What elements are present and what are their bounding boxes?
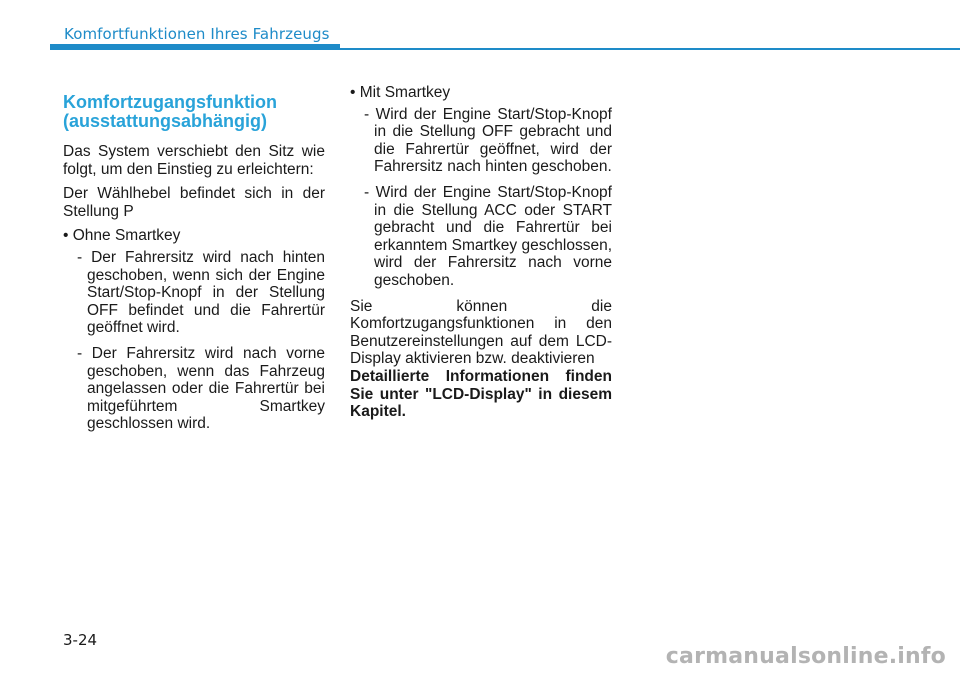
list-item: - Der Fahrersitz wird nach hinten geschoben, wenn sich der Engine Start/Stop-Knopf in der Stellung OFF befindet und die Fahrertür geöffnet wird. [77,248,325,337]
intro-paragraph: Das System verschiebt den Sitz wie folgt, um den Einstieg zu erleichtern: [63,143,325,178]
right-column [350,84,612,428]
settings-note-reference: Detaillierte Informationen finden Sie unter "LCD-Display" in diesem Kapitel. [350,367,612,421]
bullet-without-smartkey: • Ohne Smartkey [63,227,181,245]
header-rule-thick [50,44,340,50]
condition-paragraph: Der Wählhebel befindet sich in der Stellung P [63,185,325,220]
bullet-with-smartkey: • Mit Smartkey [350,84,451,101]
list-item: - Der Fahrersitz wird nach vorne geschoben, wenn das Fahrzeug angelassen oder die Fahrertür bei mitgeführtem Smartkey geschlossen wird. [77,344,325,433]
settings-note: Sie können die Komfortzugangsfunktionen in den Benutzereinstellungen auf dem LCD-Display aktivieren bzw. deaktivieren [350,297,612,368]
list-item: - Wird der Engine Start/Stop-Knopf in die Stellung OFF gebracht und die Fahrertür geöffnet, wird der Fahrersitz nach hinten geschoben. [364,105,612,176]
section-heading: Komfortzugangsfunktion (ausstattungsabhängig) [63,92,277,131]
list-item: - Wird der Engine Start/Stop-Knopf in die Stellung ACC oder START gebracht und die Fahrertür bei erkanntem Smartkey geschlossen, wird der Fahrersitz nach vorne geschoben. [364,183,612,289]
watermark: carmanualsonline.info [665,644,946,669]
left-column [63,93,325,441]
header-rule-thin [340,48,960,50]
chapter-title: Komfortfunktionen Ihres Fahrzeugs [64,25,330,43]
page-number: 3-24 [63,631,98,649]
